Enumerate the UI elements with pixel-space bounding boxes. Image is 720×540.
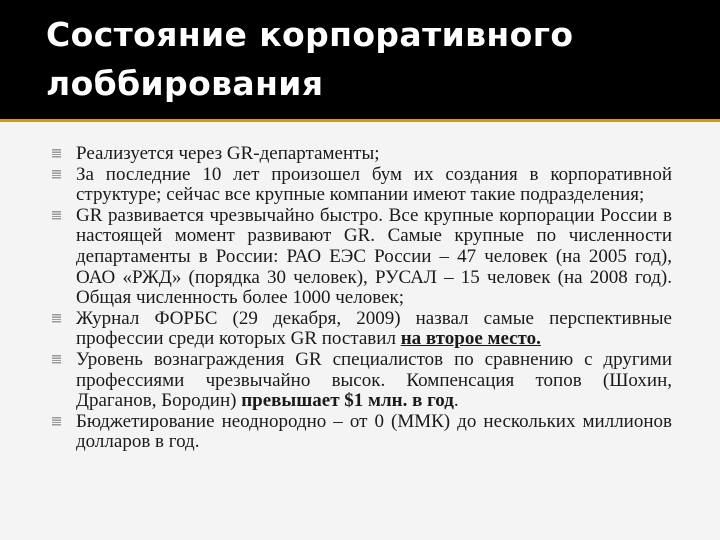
bullet-item-gr-departments [50, 144, 672, 165]
bullet-text: За последние 10 лет произошел бум их создания в корпоративной структуре; сейчас все крупные компании имеют такие подразделения; [76, 163, 672, 206]
slide-title [46, 10, 686, 108]
bullet-text: Реализуется через GR-департаменты; [76, 143, 380, 164]
bullet-text: Бюджетирование неоднородно – от 0 (ММК) до нескольких миллионов долларов в год. [76, 410, 672, 453]
bullet-emphasis: на второе место. [400, 328, 541, 350]
bullet-text: Уровень вознаграждения GR специалистов по сравнению с другими профессиями чрезвычайно высок. Компенсация топов (Шохин, Драганов, Бородин) [76, 348, 672, 412]
slide-title-line-1: Состояние корпоративного [46, 15, 574, 54]
bullet-item-compensation [50, 350, 672, 412]
bullet-icon [52, 314, 61, 323]
bullet-emphasis: превышает $1 млн. в год [241, 390, 454, 412]
bullet-item-forbes [50, 309, 672, 350]
bullet-item-boom [50, 165, 672, 206]
slide-title-line-2: лоббирования [46, 64, 324, 103]
bullet-text-tail: . [453, 390, 459, 412]
bullet-item-gr-growth [50, 206, 672, 309]
bullet-icon [52, 355, 61, 364]
bullet-icon [52, 417, 61, 426]
bullet-list [50, 144, 672, 453]
bullet-icon [52, 170, 61, 179]
bullet-icon [52, 211, 61, 220]
bullet-icon [52, 149, 61, 158]
bullet-item-budgeting [50, 412, 672, 453]
bullet-text: GR развивается чрезвычайно быстро. Все крупные корпорации России в настоящей момент развивают GR. Самые крупные по численности департаменты в России: РАО ЕЭС России – 47 человек (на 2005 год), ОАО «РЖД» (порядка 30 человек), РУСАЛ – 15 человек (на 2008 год). Общая численность более 1000 человек; [76, 204, 672, 309]
bullet-text: Журнал ФОРБС (29 декабря, 2009) назвал самые перспективные профессии среди которых GR поставил [76, 307, 672, 350]
title-bar [0, 0, 720, 122]
